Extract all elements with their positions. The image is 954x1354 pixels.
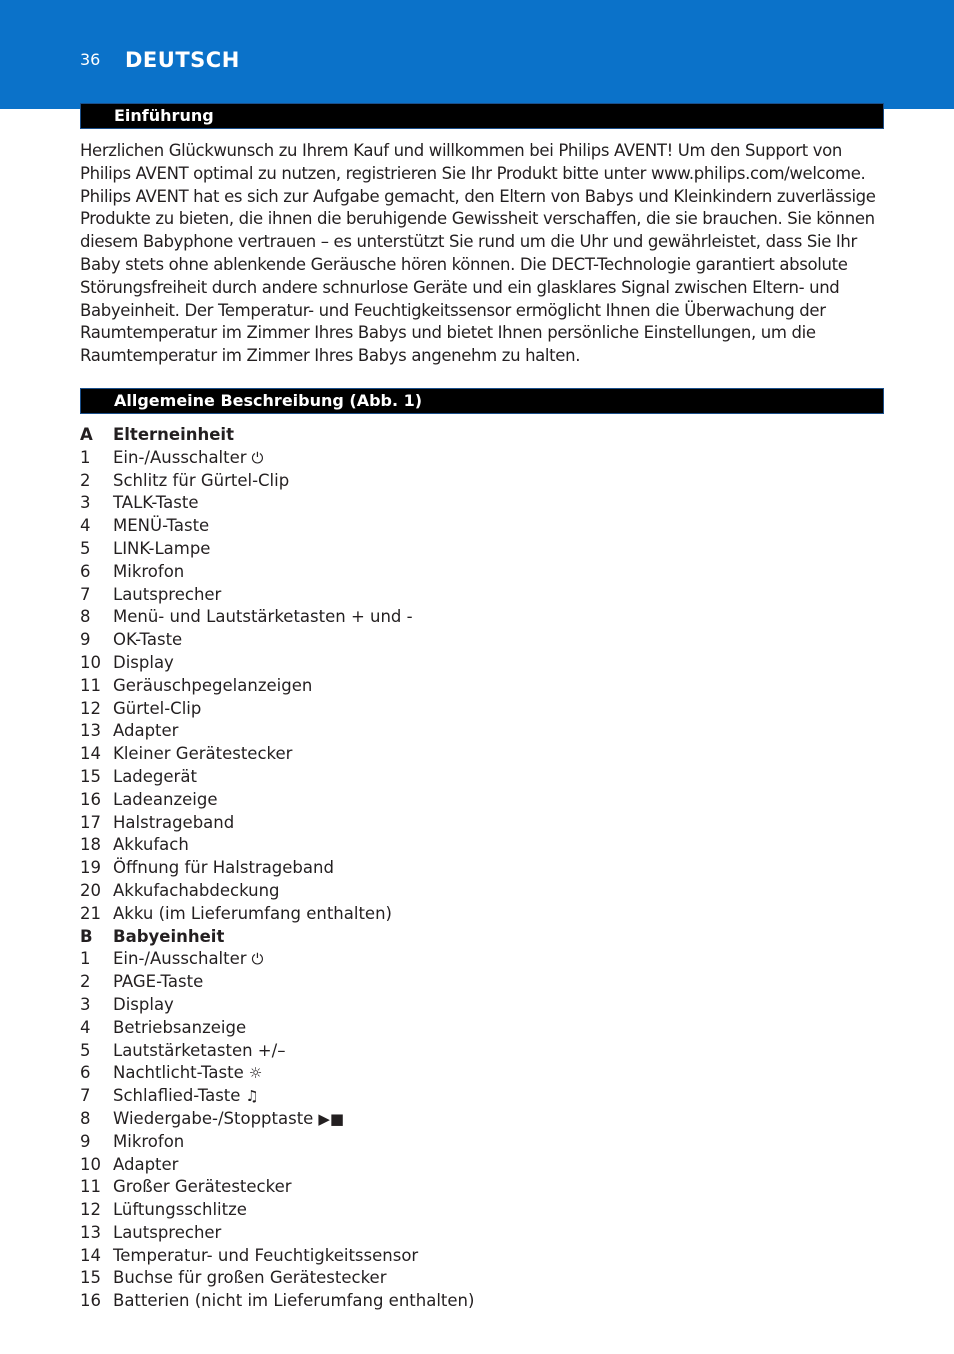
- list-item: [80, 1040, 860, 1063]
- item-number: 1: [80, 447, 91, 467]
- item-text-wrap: [113, 857, 334, 880]
- item-text: Halstrageband: [113, 812, 235, 832]
- item-text: Akkufachabdeckung: [113, 880, 280, 900]
- group-title: Elterneinheit: [113, 425, 234, 444]
- section-title: Einführung: [114, 106, 214, 125]
- list-item: [80, 698, 860, 721]
- item-text: Geräuschpegelanzeigen: [113, 675, 313, 695]
- group-heading: [80, 926, 860, 949]
- list-item: [80, 1062, 860, 1085]
- item-text-wrap: [113, 1131, 184, 1154]
- item-text-wrap: [113, 1222, 221, 1245]
- item-text: Lüftungsschlitze: [113, 1200, 247, 1220]
- list-item: [80, 1245, 860, 1268]
- item-number: 11: [80, 1177, 101, 1197]
- item-number: 4: [80, 1017, 91, 1037]
- group-heading: [80, 424, 860, 447]
- item-number: 6: [80, 561, 91, 581]
- item-text: Lautsprecher: [113, 584, 222, 604]
- list-item: [80, 1085, 860, 1108]
- item-number: 9: [80, 630, 91, 650]
- item-number: 21: [80, 903, 101, 923]
- item-text: Akkufach: [113, 835, 189, 855]
- language-title: DEUTSCH: [125, 48, 240, 72]
- item-text: Gürtel-Clip: [113, 698, 202, 718]
- item-text: OK-Taste: [113, 630, 183, 650]
- item-text: PAGE-Taste: [113, 972, 204, 992]
- list-item: [80, 470, 860, 493]
- list-item: [80, 994, 860, 1017]
- list-item: [80, 675, 860, 698]
- section-title: Allgemeine Beschreibung (Abb. 1): [114, 391, 423, 410]
- item-text: Mikrofon: [113, 1131, 185, 1151]
- item-number: 8: [80, 1108, 91, 1128]
- item-text: Menü- und Lautstärketasten + und -: [113, 607, 413, 627]
- lullaby-icon: ♫: [245, 1087, 259, 1106]
- item-number: 16: [80, 789, 101, 809]
- list-item: [80, 766, 860, 789]
- intro-line: Philips AVENT optimal zu nutzen, registrieren Sie Ihr Produkt bitte unter www.philips.com/welcome.: [80, 163, 866, 183]
- item-number: 20: [80, 880, 101, 900]
- item-text-wrap: [113, 766, 197, 789]
- item-text-wrap: [113, 1040, 285, 1063]
- intro-line: Produkte zu bieten, die ihnen die beruhigende Gewissheit verschaffen, die sie brauchen. Sie können: [80, 209, 875, 229]
- item-text: Ein-/Ausschalter: [113, 447, 247, 467]
- list-item: [80, 538, 860, 561]
- item-number: 18: [80, 835, 101, 855]
- item-number: 12: [80, 1200, 101, 1220]
- intro-line: Baby stets ohne ablenkende Geräusche hören können. Die DECT-Technologie garantiert absolute: [80, 254, 848, 274]
- list-item: [80, 903, 860, 926]
- item-text: Ladegerät: [113, 766, 197, 786]
- item-text-wrap: [113, 1267, 386, 1290]
- item-text-wrap: [113, 1176, 292, 1199]
- item-text: Batterien (nicht im Lieferumfang enthalten): [113, 1291, 475, 1311]
- item-number: 1: [80, 949, 91, 969]
- list-item: [80, 515, 860, 538]
- intro-line: Herzlichen Glückwunsch zu Ihrem Kauf und willkommen bei Philips AVENT! Um den Support von: [80, 141, 842, 160]
- list-item: [80, 1222, 860, 1245]
- item-text: TALK-Taste: [113, 493, 199, 513]
- item-text: Schlitz für Gürtel-Clip: [113, 470, 290, 490]
- intro-line: Raumtemperatur im Zimmer Ihres Babys und bietet Ihnen persönliche Einstellungen, um die: [80, 323, 816, 343]
- item-text-wrap: [113, 515, 209, 538]
- item-text-wrap: [113, 1199, 247, 1222]
- list-item: [80, 561, 860, 584]
- item-number: 12: [80, 698, 101, 718]
- item-text-wrap: [113, 880, 280, 903]
- item-text-wrap: [113, 948, 263, 971]
- group-letter: A: [80, 425, 93, 444]
- item-text-wrap: [113, 1062, 262, 1085]
- item-number: 2: [80, 972, 91, 992]
- item-number: 16: [80, 1291, 101, 1311]
- list-item: [80, 857, 860, 880]
- item-text-wrap: [113, 470, 289, 493]
- item-number: 3: [80, 493, 91, 513]
- item-number: 14: [80, 744, 101, 764]
- item-number: 10: [80, 652, 101, 672]
- list-item: [80, 1199, 860, 1222]
- item-text-wrap: [113, 492, 198, 515]
- item-text-wrap: [113, 971, 203, 994]
- item-text: Nachtlicht-Taste: [113, 1063, 244, 1083]
- list-item: [80, 492, 860, 515]
- item-text: Adapter: [113, 721, 179, 741]
- item-text-wrap: [113, 903, 392, 926]
- item-text: Kleiner Gerätestecker: [113, 744, 293, 764]
- group-title: Babyeinheit: [113, 926, 225, 946]
- item-number: 7: [80, 584, 91, 604]
- list-item: [80, 1290, 860, 1313]
- item-text-wrap: [113, 561, 184, 584]
- list-item: [80, 789, 860, 812]
- item-number: 11: [80, 675, 101, 695]
- list-item: [80, 1154, 860, 1177]
- item-text: Ein-/Ausschalter: [113, 949, 247, 969]
- parts-list: [80, 424, 860, 1313]
- item-text: Betriebsanzeige: [113, 1017, 247, 1037]
- list-item: [80, 606, 860, 629]
- item-text-wrap: [113, 1245, 418, 1268]
- list-item: [80, 1108, 860, 1131]
- item-text: Großer Gerätestecker: [113, 1177, 292, 1197]
- item-text: Wiedergabe-/Stopptaste: [113, 1108, 314, 1128]
- item-number: 8: [80, 607, 91, 627]
- section-heading-introduction: [80, 103, 884, 129]
- item-text-wrap: [113, 994, 174, 1017]
- item-text: Lautsprecher: [113, 1222, 222, 1242]
- item-number: 15: [80, 766, 101, 786]
- intro-line: Störungsfreiheit durch andere schnurlose Geräte und ein glasklares Signal zwischen Eltern- und: [80, 277, 840, 297]
- item-number: 3: [80, 994, 91, 1014]
- intro-line: Babyeinheit. Der Temperatur- und Feuchtigkeitssensor ermöglicht Ihnen die Überwachung der: [80, 300, 826, 320]
- item-number: 17: [80, 812, 101, 832]
- list-item: [80, 971, 860, 994]
- item-text-wrap: [113, 652, 174, 675]
- item-text-wrap: [113, 606, 413, 629]
- item-text: Adapter: [113, 1154, 179, 1174]
- item-number: 14: [80, 1245, 101, 1265]
- nightlight-icon: ☼: [248, 1064, 263, 1083]
- item-text-wrap: [113, 789, 218, 812]
- list-item: [80, 1017, 860, 1040]
- list-item: [80, 1176, 860, 1199]
- item-text: Akku (im Lieferumfang enthalten): [113, 903, 392, 923]
- item-text-wrap: [113, 1085, 259, 1108]
- item-number: 15: [80, 1268, 101, 1288]
- list-item: [80, 652, 860, 675]
- item-text: Temperatur- und Feuchtigkeitssensor: [113, 1245, 419, 1265]
- item-text: Mikrofon: [113, 561, 185, 581]
- item-number: 13: [80, 1222, 101, 1242]
- item-text: Ladeanzeige: [113, 789, 218, 809]
- item-text-wrap: [113, 629, 182, 652]
- power-icon: ⏻: [251, 950, 264, 969]
- intro-paragraph: [80, 140, 890, 368]
- item-text-wrap: [113, 812, 234, 835]
- list-item: [80, 1267, 860, 1290]
- list-item: [80, 629, 860, 652]
- item-text-wrap: [113, 675, 312, 698]
- item-text-wrap: [113, 1017, 246, 1040]
- item-text: Öffnung für Halstrageband: [113, 858, 334, 878]
- list-item: [80, 743, 860, 766]
- section-heading-general-description: [80, 388, 884, 414]
- item-number: 7: [80, 1086, 91, 1106]
- list-item: [80, 834, 860, 857]
- item-text-wrap: [113, 834, 189, 857]
- item-text: Display: [113, 652, 174, 672]
- intro-line: Philips AVENT hat es sich zur Aufgabe gemacht, den Eltern von Babys und Kleinkindern zuverlässige: [80, 186, 876, 206]
- header-band: [0, 0, 954, 109]
- item-text: Buchse für großen Gerätestecker: [113, 1268, 387, 1288]
- list-item: [80, 812, 860, 835]
- item-number: 19: [80, 858, 101, 878]
- intro-line: Raumtemperatur im Zimmer Ihres Babys angenehm zu halten.: [80, 346, 581, 366]
- list-item: [80, 584, 860, 607]
- item-text: Display: [113, 994, 174, 1014]
- item-number: 5: [80, 1040, 91, 1060]
- item-number: 10: [80, 1154, 101, 1174]
- item-text: LINK-Lampe: [113, 538, 211, 558]
- item-number: 4: [80, 516, 91, 536]
- intro-line: diesem Babyphone vertrauen – es unterstützt Sie rund um die Uhr und gewährleistet, dass Sie Ihr: [80, 232, 857, 252]
- list-item: [80, 948, 860, 971]
- item-text-wrap: [113, 743, 292, 766]
- item-text-wrap: [113, 447, 263, 470]
- item-text: Lautstärketasten +/–: [113, 1040, 286, 1060]
- item-text: Schlaflied-Taste: [113, 1086, 241, 1106]
- item-number: 5: [80, 538, 91, 558]
- item-text-wrap: [113, 720, 178, 743]
- item-number: 6: [80, 1063, 91, 1083]
- item-text-wrap: [113, 1154, 178, 1177]
- item-text-wrap: [113, 698, 201, 721]
- list-item: [80, 447, 860, 470]
- power-icon: ⏻: [251, 448, 264, 467]
- item-text: MENÜ-Taste: [113, 516, 210, 536]
- list-item: [80, 1131, 860, 1154]
- list-item: [80, 880, 860, 903]
- list-item: [80, 720, 860, 743]
- group-letter: B: [80, 926, 93, 946]
- item-text-wrap: [113, 1108, 344, 1131]
- play-stop-icon: ▶■: [318, 1109, 345, 1128]
- item-number: 13: [80, 721, 101, 741]
- item-number: 2: [80, 470, 91, 490]
- item-text-wrap: [113, 584, 221, 607]
- item-text-wrap: [113, 1290, 474, 1313]
- item-text-wrap: [113, 538, 210, 561]
- item-number: 9: [80, 1131, 91, 1151]
- page-number: 36: [80, 50, 101, 69]
